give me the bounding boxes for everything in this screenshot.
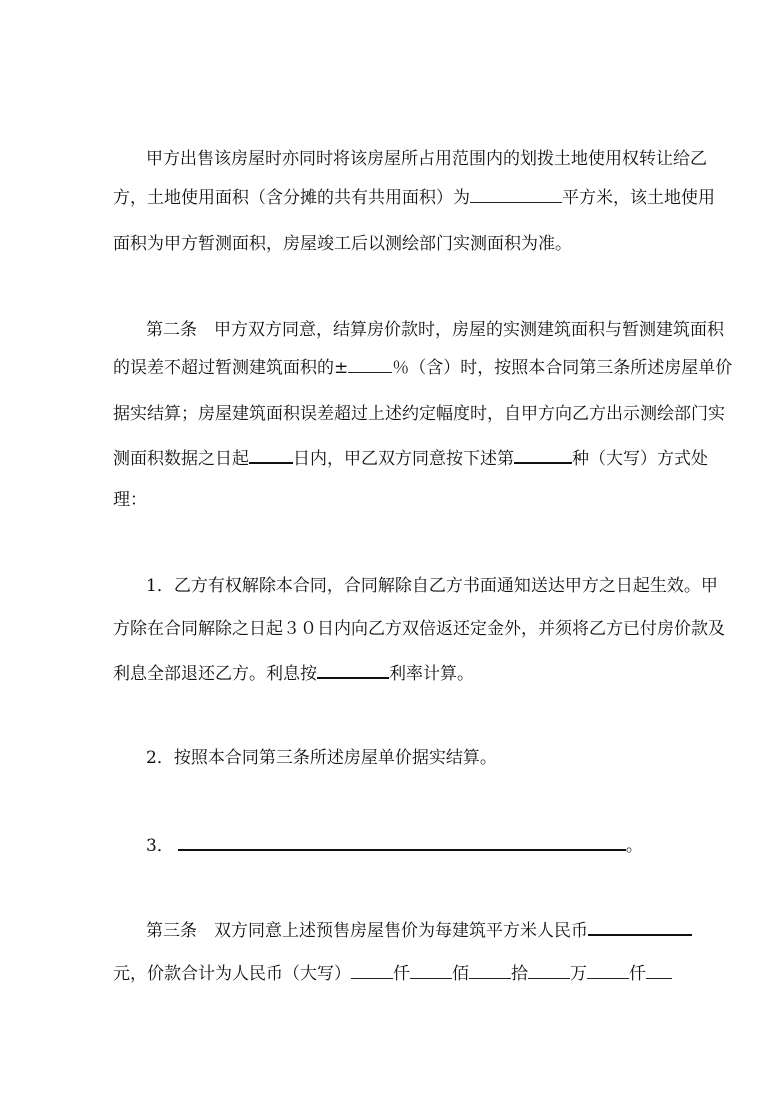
item3-prefix: 3．: [146, 836, 174, 856]
unit-price-blank[interactable]: [588, 918, 692, 936]
item1-line3-text-b: 利率计算。: [389, 664, 474, 684]
item1-line3: [113, 661, 474, 685]
item1-line2: 方除在合同解除之日起３０日内向乙方双倍返还定金外，并须将乙方已付房价款及: [113, 619, 725, 639]
article3-line2-text-a: 元，价款合计为人民币（大写）: [113, 964, 351, 984]
article2-line1: 第二条 甲方双方同意，结算房价款时，房屋的实测建筑面积与暂测建筑面积: [146, 320, 724, 340]
error-percent-blank[interactable]: [348, 356, 392, 373]
unit-bai: 佰: [452, 964, 469, 984]
unit-qian-1: 仟: [393, 964, 410, 984]
para1-line2-text-a: 方，土地使用面积（含分摊的共有共用面积）为: [113, 188, 470, 208]
unit-shi: 拾: [511, 964, 528, 984]
unit-qian-2: 仟: [629, 964, 646, 984]
amount-blank-2[interactable]: [410, 962, 452, 979]
article2-line4-text-b: 日内，甲乙双方同意按下述第: [293, 449, 514, 469]
item2-line1: 2．按照本合同第三条所述房屋单价据实结算。: [146, 748, 497, 768]
para1-line2-text-b: 平方米，该土地使用: [562, 188, 715, 208]
item3-suffix: 。: [625, 836, 643, 856]
article2-line5: 理：: [113, 490, 147, 510]
article2-line2-text-a: 的误差不超过暂测建筑面积的±: [113, 358, 349, 378]
interest-rate-blank[interactable]: [317, 661, 389, 679]
para1-line2: [113, 186, 715, 209]
para1-line3: 面积为甲方暂测面积，房屋竣工后以测绘部门实测面积为准。: [113, 234, 572, 254]
article3-line1-text: 第三条 双方同意上述预售房屋售价为每建筑平方米人民币: [146, 921, 588, 941]
days-blank[interactable]: [249, 446, 293, 464]
article2-line2: [113, 356, 732, 379]
article2-line3: 据实结算；房屋建筑面积误差超过上述约定幅度时，自甲方向乙方出示测绘部门实: [113, 404, 725, 424]
option-number-blank[interactable]: [514, 446, 572, 464]
amount-blank-3[interactable]: [469, 962, 511, 979]
para1-line1: 甲方出售该房屋时亦同时将该房屋所占用范围内的划拨土地使用权转让给乙: [146, 149, 707, 169]
land-area-blank[interactable]: [470, 186, 562, 203]
article2-line2-text-b: ％（含）时，按照本合同第三条所述房屋单价: [392, 358, 733, 378]
amount-blank-6[interactable]: [646, 962, 672, 979]
article2-line4: [113, 446, 708, 470]
item1-line3-text-a: 利息全部退还乙方。利息按: [113, 664, 317, 684]
item3-line1: [146, 833, 643, 857]
unit-wan: 万: [570, 964, 587, 984]
amount-blank-4[interactable]: [528, 962, 570, 979]
item1-line1: 1．乙方有权解除本合同，合同解除自乙方书面通知送达甲方之日起生效。甲: [146, 576, 718, 596]
article2-line4-text-c: 种（大写）方式处: [572, 449, 708, 469]
article2-line4-text-a: 测面积数据之日起: [113, 449, 249, 469]
amount-blank-5[interactable]: [587, 962, 629, 979]
article3-line2: [113, 962, 672, 985]
amount-blank-1[interactable]: [351, 962, 393, 979]
item3-blank[interactable]: [178, 833, 626, 851]
article3-line1: [146, 918, 692, 942]
